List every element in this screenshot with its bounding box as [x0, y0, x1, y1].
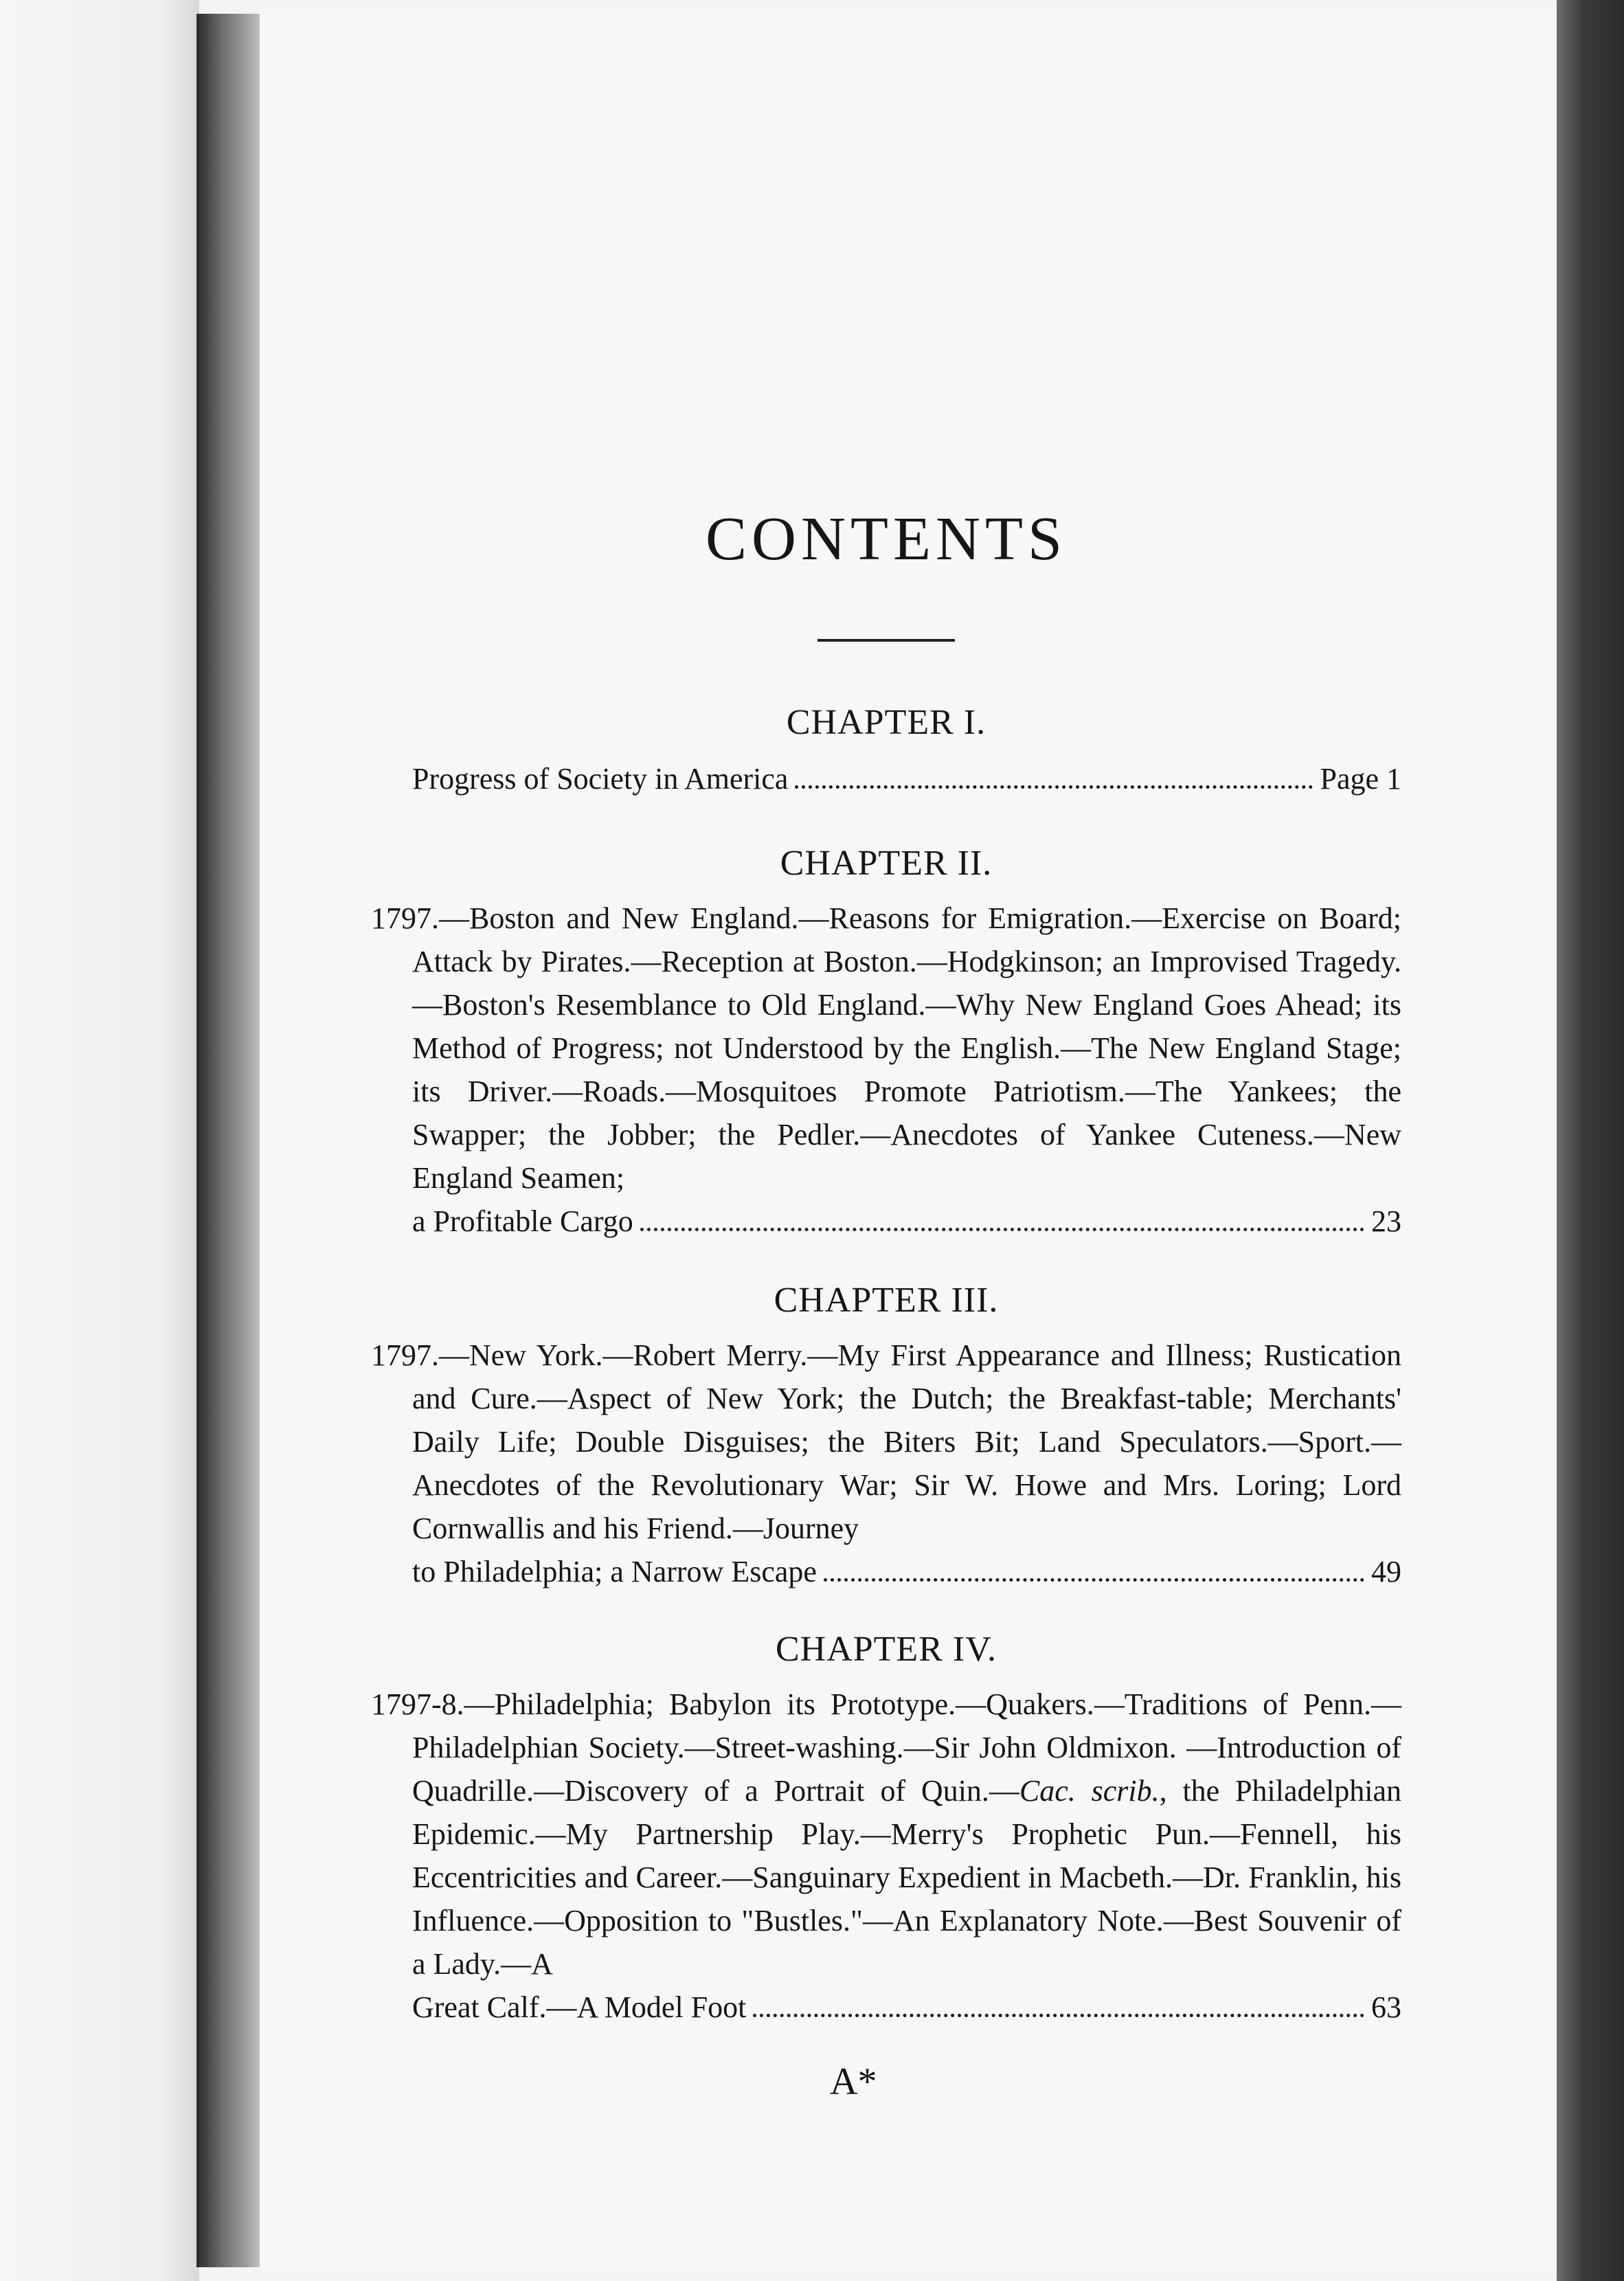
page-number: 63 — [1371, 1990, 1401, 2024]
chapter-entry-2 — [371, 897, 1401, 1243]
chapter-entry-3 — [371, 1334, 1401, 1593]
book-gutter-shadow — [196, 14, 265, 2267]
page-number: 23 — [1371, 1204, 1401, 1238]
dot-leader — [640, 1228, 1364, 1231]
dot-leader — [824, 1578, 1364, 1582]
contents-body — [371, 505, 1401, 2029]
page-title: CONTENTS — [706, 505, 1067, 573]
entry-text: Progress of Society in America — [412, 762, 789, 796]
facing-page-edge — [0, 0, 199, 2281]
dot-leader — [753, 2014, 1364, 2017]
entry-italic-text: Cac. scrib. — [1019, 1774, 1160, 1808]
leader-line — [412, 1200, 1401, 1243]
entry-text-continued: , the Philadelphian Epidemic.—My Partnership Play.—Merry's Prophetic Pun.—Fennell, his Eccentricities and Career.—Sanguinary Expedient in Macbeth.—Dr. Franklin, his Influence.—Opposition to "Bustles."—An Explanatory Note.—Best Souvenir of a Lady.—A — [412, 1774, 1401, 1981]
chapter-entry-4 — [371, 1683, 1401, 2029]
page-number: 49 — [1371, 1555, 1401, 1588]
book-cover-edge — [1557, 0, 1624, 2281]
chapter-heading-2: CHAPTER II. — [780, 844, 993, 883]
page-number: Page 1 — [1320, 762, 1401, 796]
entry-text: 1797.—Boston and New England.—Reasons for Emigration.—Exercise on Board; Attack by Pirates.—Reception at Boston.—Hodgkinson; an Improvised Tragedy.—Boston's Resemblance to Old England.—Why New England Goes Ahead; its Method of Progress; not Understood by the English.—The New England Stage; its Driver.—Roads.—Mosquitoes Promote Patriotism.—The Yankees; the Swapper; the Jobber; the Pedler.—Anecdotes of Yankee Cuteness.—New England Seamen; — [371, 901, 1401, 1195]
chapter-heading-4: CHAPTER IV. — [775, 1630, 997, 1669]
entry-text: 1797-8.—Philadelphia; Babylon its Prototype.—Quakers.—Traditions of Penn.—Philadelphian Society.—Street-washing.—Sir John Oldmixon. —Introduction of Quadrille.—Discovery of a Portrait of Quin.— — [371, 1687, 1401, 1808]
entry-last-line: Great Calf.—A Model Foot — [412, 1990, 747, 2024]
signature-mark: A* — [830, 2060, 877, 2103]
chapter-heading-3: CHAPTER III. — [774, 1281, 999, 1320]
entry-last-line: to Philadelphia; a Narrow Escape — [412, 1555, 817, 1588]
chapter-entry-1 — [371, 757, 1401, 800]
entry-text: 1797.—New York.—Robert Merry.—My First Appearance and Illness; Rustication and Cure.—Aspect of New York; the Dutch; the Breakfast-table; Merchants' Daily Life; Double Disguises; the Biters Bit; Land Speculators.—Sport.—Anecdotes of the Revolutionary War; Sir W. Howe and Mrs. Loring; Lord Cornwallis and his Friend.—Journey — [371, 1338, 1401, 1545]
entry-last-line: a Profitable Cargo — [412, 1204, 633, 1238]
dot-leader — [795, 785, 1313, 789]
leader-line — [412, 1550, 1401, 1593]
leader-line — [412, 757, 1401, 800]
chapter-heading-1: CHAPTER I. — [786, 703, 986, 742]
title-rule — [817, 639, 955, 642]
leader-line — [412, 1986, 1401, 2029]
